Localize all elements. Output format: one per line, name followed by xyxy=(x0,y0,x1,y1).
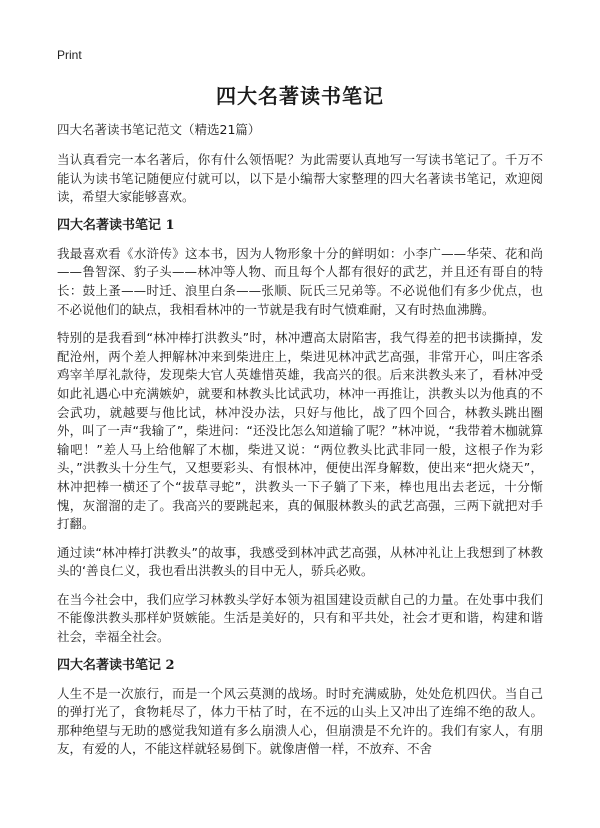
intro-paragraph: 当认真看完一本名著后，你有什么领悟呢？为此需要认真地写一写读书笔记了。千万不能认为读书笔记随便应付就可以，以下是小编帮大家整理的四大名著读书笔记，欢迎阅读，希望大家能够喜欢。 xyxy=(57,152,543,205)
page-title: 四大名著读书笔记 xyxy=(216,84,384,108)
document-subtitle: 四大名著读书笔记范文（精选21篇） xyxy=(57,122,261,137)
body-paragraph: 通过读“林冲棒打洪教头”的故事，我感受到林冲武艺高强，从林冲礼让上我想到了林教头的‘善良仁义，我也看出洪教头的目中无人，骄兵必败。 xyxy=(57,544,543,579)
body-paragraph: 在当今社会中，我们应学习林教头学好本领为祖国建设贡献自己的力量。在处事中我们不能像洪教头那样妒贤嫉能。生活是美好的，只有和平共处，社会才更和谐，构建和谐社会，幸福全社会。 xyxy=(57,591,543,645)
body-paragraph: 特别的是我看到“林冲棒打洪教头”时，林冲遭高太尉陷害，我气得差的把书读撕掉，发配沧州，两个差人押解林冲来到柴进庄上，柴进见林冲武艺高强，非常开心，叫庄客杀鸡宰羊厚礼款待，发现柴大官人英雄惜英雄，我高兴的很。后来洪教头来了，看林冲受如此礼遇心中充满嫉妒，就要和林教头比试武功，林冲一再推让，洪教头以为他真的不会武功，就越要与他比试，林冲没办法，只好与他比，战了四个回合，林教头跳出圈外，叫了一声“我输了”，柴进问：“还没比怎么知道输了呢？”林冲说，“我带着木枷就算输吧！”差人马上给他解了木枷，柴进又说：“两位教头比武非同一般，这根子作为彩头，”洪教头十分生气，又想要彩头、有恨林冲，便使出浑身解数，使出来“把火烧天”，林冲把棒一横还了个“拔草寻蛇”，洪教头一下子躺了下来，棒也甩出去老远，十分惭愧，灰溜溜的走了。我高兴的要跳起来，真的佩服林教头的武艺高强，三两下就把对手打翻。 xyxy=(57,330,543,532)
section-heading-1: 四大名著读书笔记 1 xyxy=(57,217,175,233)
document-body xyxy=(57,151,543,769)
print-link[interactable]: Print xyxy=(57,48,82,62)
body-paragraph: 人生不是一次旅行，而是一个风云莫测的战场。时时充满威胁，处处危机四伏。当自己的弹打光了，食物耗尽了，体力干枯了时，在不远的山头上又冲出了连绵不绝的敌人。那种绝望与无助的感觉我知道有多么崩溃人心，但崩溃是不允许的。我们有家人，有朋友，有爱的人，不能这样就轻易倒下。就像唐僧一样，不放弃、不舍 xyxy=(57,685,543,757)
section-heading-2: 四大名著读书笔记 2 xyxy=(57,657,175,673)
body-paragraph: 我最喜欢看《水浒传》这本书，因为人物形象十分的鲜明如：小李广——华荣、花和尚——鲁智深、豹子头——林冲等人物、而且每个人都有很好的武艺，并且还有哥自的特长：鼓上蚤——时迁、浪里白条——张顺、阮氏三兄弟等。不必说他们有多少优点，也不必说他们的缺点，我相看林冲的一节就是我有时气愤难耐，又有时热血沸腾。 xyxy=(57,245,543,317)
